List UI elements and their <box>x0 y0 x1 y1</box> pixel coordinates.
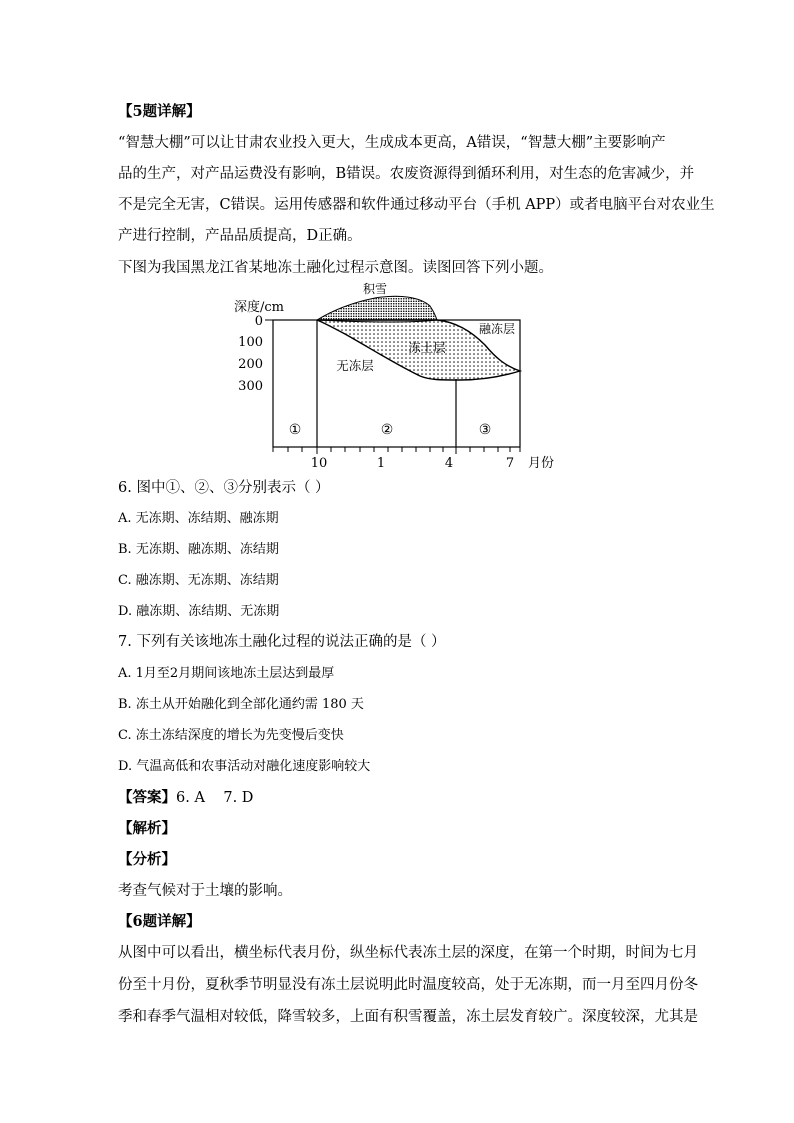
snow-cover-area <box>317 296 437 320</box>
section6-paragraph-line1: 从图中可以看出，横坐标代表月份，纵坐标代表冻土层的深度，在第一个时期，时间为七月 <box>118 945 698 961</box>
x-tick-10: 10 <box>310 456 328 471</box>
fenxi-heading: 【分析】 <box>118 851 176 868</box>
figure-intro: 下图为我国黑龙江省某地冻土融化过程示意图。读图回答下列小题。 <box>118 260 553 276</box>
x-tick-4: 4 <box>444 456 454 471</box>
section5-paragraph-line3: 不是完全无害，C错误。运用传感器和软件通过移动平台（手机 APP）或者电脑平台对农业生 <box>118 197 715 213</box>
question6-option-d: D. 融冻期、冻结期、无冻期 <box>118 604 280 619</box>
section5-heading: 【5题详解】 <box>118 103 201 120</box>
fenxi-text: 考查气候对于土壤的影响。 <box>118 883 292 899</box>
section6-paragraph-line3: 季和春季气温相对较低，降雪较多，上面有积雪覆盖，冻土层发育较广。深度较深，尤其是 <box>118 1009 698 1025</box>
y-tick-0: 0 <box>254 314 263 329</box>
answer-line <box>118 788 253 808</box>
period-2-label: ② <box>380 422 394 438</box>
label-snow: 积雪 <box>362 282 388 296</box>
answer-label: 【答案】 <box>118 789 176 806</box>
x-tick-7: 7 <box>505 456 515 471</box>
question6-option-a: A. 无冻期、冻结期、融冻期 <box>118 511 279 526</box>
section6-heading: 【6题详解】 <box>118 913 201 930</box>
label-frozen-soil: 冻土层 <box>408 340 446 355</box>
x-axis-tick-marks <box>273 447 520 454</box>
y-axis-title: 深度/cm <box>234 300 284 315</box>
label-thaw-layer: 融冻层 <box>478 322 516 336</box>
period-3-label: ③ <box>478 422 492 438</box>
section5-paragraph-line4: 产进行控制，产品品质提高，D正确。 <box>118 228 362 244</box>
section5-paragraph-line1: “智慧大棚”可以让甘肃农业投入更大，生成成本更高，A错误，“智慧大棚”主要影响产 <box>118 135 666 151</box>
x-tick-1: 1 <box>376 456 386 471</box>
answer-text: 6. A 7. D <box>176 790 254 806</box>
question7-stem: 7. 下列有关该地冻土融化过程的说法正确的是（ ） <box>118 634 446 650</box>
period-1-label: ① <box>288 422 302 438</box>
y-tick-200: 200 <box>238 357 263 372</box>
section5-paragraph-line2: 品的生产，对产品运费没有影响，B错误。农废资源得到循环利用，对生态的危害减少，并 <box>118 166 695 182</box>
question6-option-c: C. 融冻期、无冻期、冻结期 <box>118 573 279 588</box>
section6-paragraph-line2: 份至十月份，夏秋季节明显没有冻土层说明此时温度较高，处于无冻期，而一月至四月份冬 <box>118 977 698 993</box>
y-tick-300: 300 <box>238 379 263 394</box>
y-tick-100: 100 <box>238 335 263 350</box>
x-axis-unit: 月份 <box>528 456 555 471</box>
question6-stem: 6. 图中①、②、③分别表示（ ） <box>118 480 330 496</box>
question6-option-b: B. 无冻期、融冻期、冻结期 <box>118 542 279 557</box>
question7-option-b: B. 冻土从开始融化到全部化通约需 180 天 <box>118 697 364 712</box>
analysis-heading: 【解析】 <box>118 820 176 837</box>
question7-option-c: C. 冻土冻结深度的增长为先变慢后变快 <box>118 728 344 743</box>
label-no-frost-layer: 无冻层 <box>336 358 374 373</box>
permafrost-thaw-diagram <box>225 280 605 475</box>
question7-option-d: D. 气温高低和农事活动对融化速度影响较大 <box>118 759 371 774</box>
question7-option-a: A. 1月至2月期间该地冻土层达到最厚 <box>118 666 335 681</box>
